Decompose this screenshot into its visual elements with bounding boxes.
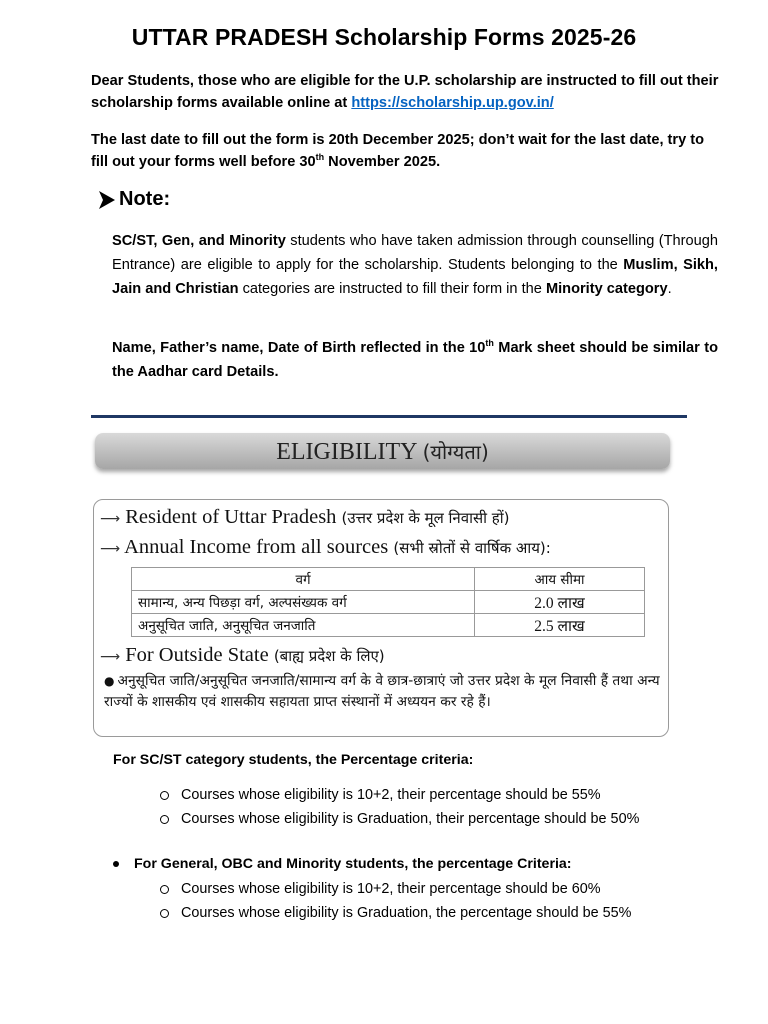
note-bold-categories: SC/ST, Gen, and Minority	[112, 233, 286, 249]
note-text: students who have taken admission through counselling (Through Entrance) are eligible to apply for the scholarship. Students belonging to the	[112, 233, 718, 273]
note-details-text-1: Name, Father’s name, Date of Birth reflected in the 10	[112, 340, 486, 356]
disc-bullet-icon	[113, 861, 119, 867]
arrowhead-bullet-icon	[97, 189, 117, 211]
section-divider	[91, 415, 687, 418]
outside-en: For Outside State	[125, 644, 269, 666]
note-details-text-2: Mark sheet should be similar to the Aadhar card Details.	[112, 340, 718, 380]
circle-bullet-icon	[160, 791, 169, 800]
list-item	[160, 807, 720, 831]
outside-state-description	[104, 671, 664, 713]
gen-criteria-heading-text: For General, OBC and Minority students, the percentage Criteria:	[134, 856, 572, 872]
resident-en: Resident of Uttar Pradesh	[125, 506, 337, 528]
list-item-text: Courses whose eligibility is Graduation, the percentage should be 55%	[181, 905, 632, 921]
note-text: .	[667, 281, 672, 297]
table-row	[132, 591, 645, 614]
intro-text: Dear Students, those who are eligible for the U.P. scholarship are instructed to fill out their scholarship forms available online at	[91, 73, 719, 111]
note-paragraph-eligibility	[112, 229, 718, 301]
deadline-text-1: The last date to fill out the form is 20th December 2025; don’t wait for the last date, try to fill out your forms well before 30	[91, 132, 705, 170]
note-details-superscript: th	[485, 338, 494, 349]
table-cell-limit: 2.0 लाख	[475, 591, 645, 614]
resident-hi: (उत्तर प्रदेश के मूल निवासी हों)	[341, 509, 510, 527]
outside-state-text: अनुसूचित जाति/अनुसूचित जनजाति/सामान्य वर्ग के वे छात्र-छात्राएं जो उत्तर प्रदेश के मूल निवासी हैं तथा अन्य राज्यों के शासकीय एवं शासकीय सहायता प्राप्त संस्थानों में अध्ययन कर रहे हैं।	[104, 673, 660, 710]
table-header-category: वर्ग	[132, 568, 475, 591]
eligibility-banner-en: ELIGIBILITY	[276, 439, 417, 465]
list-item-text: Courses whose eligibility is Graduation, their percentage should be 50%	[181, 811, 640, 827]
note-text: categories are instructed to fill their form in the	[238, 281, 546, 297]
income-limit-table	[131, 567, 645, 637]
arrow-right-icon: ⟶	[100, 511, 121, 527]
circle-bullet-icon	[160, 885, 169, 894]
intro-paragraph	[91, 70, 719, 114]
note-heading	[97, 188, 170, 211]
income-hi: (सभी स्रोतों से वार्षिक आय):	[393, 539, 551, 557]
circle-bullet-icon	[160, 815, 169, 824]
note-bold-minority: Minority category	[545, 281, 668, 297]
scst-criteria-list	[160, 783, 720, 831]
gen-criteria-heading	[113, 856, 572, 872]
table-cell-category: सामान्य, अन्य पिछड़ा वर्ग, अल्पसंख्यक वर्ग	[132, 591, 475, 614]
arrow-right-icon: ⟶	[100, 649, 121, 665]
circle-bullet-icon	[160, 909, 169, 918]
table-cell-limit: 2.5 लाख	[475, 614, 645, 637]
arrow-right-icon: ⟶	[100, 541, 121, 557]
list-item	[160, 783, 720, 807]
list-item-text: Courses whose eligibility is 10+2, their percentage should be 55%	[181, 787, 601, 803]
gen-criteria-list	[160, 877, 720, 925]
income-line	[100, 536, 551, 559]
income-en: Annual Income from all sources	[124, 536, 389, 558]
note-heading-text: Note:	[119, 188, 171, 210]
table-row	[132, 614, 645, 637]
list-item	[160, 901, 720, 925]
note-paragraph-details	[112, 336, 718, 384]
bullet-dot-icon: ●	[104, 674, 115, 688]
table-header-row	[132, 568, 645, 591]
resident-line	[100, 506, 509, 529]
deadline-superscript: th	[315, 152, 325, 163]
scholarship-portal-link[interactable]: https://scholarship.up.gov.in/	[351, 95, 554, 111]
note-bold-religions: Muslim, Sikh, Jain and Christian	[112, 257, 718, 297]
eligibility-box	[93, 499, 669, 737]
outside-hi: (बाह्य प्रदेश के लिए)	[273, 647, 385, 665]
eligibility-banner-hi: (योग्यता)	[422, 440, 489, 464]
table-cell-category: अनुसूचित जाति, अनुसूचित जनजाति	[132, 614, 475, 637]
page-title: UTTAR PRADESH Scholarship Forms 2025-26	[131, 24, 637, 50]
deadline-text-2: November 2025.	[324, 154, 441, 170]
list-item-text: Courses whose eligibility is 10+2, their percentage should be 60%	[181, 881, 601, 897]
table-header-limit: आय सीमा	[475, 568, 645, 591]
outside-state-line	[100, 644, 385, 667]
eligibility-banner	[95, 433, 670, 469]
scst-criteria-heading: For SC/ST category students, the Percentage criteria:	[113, 752, 474, 768]
list-item	[160, 877, 720, 901]
deadline-paragraph	[91, 129, 719, 173]
